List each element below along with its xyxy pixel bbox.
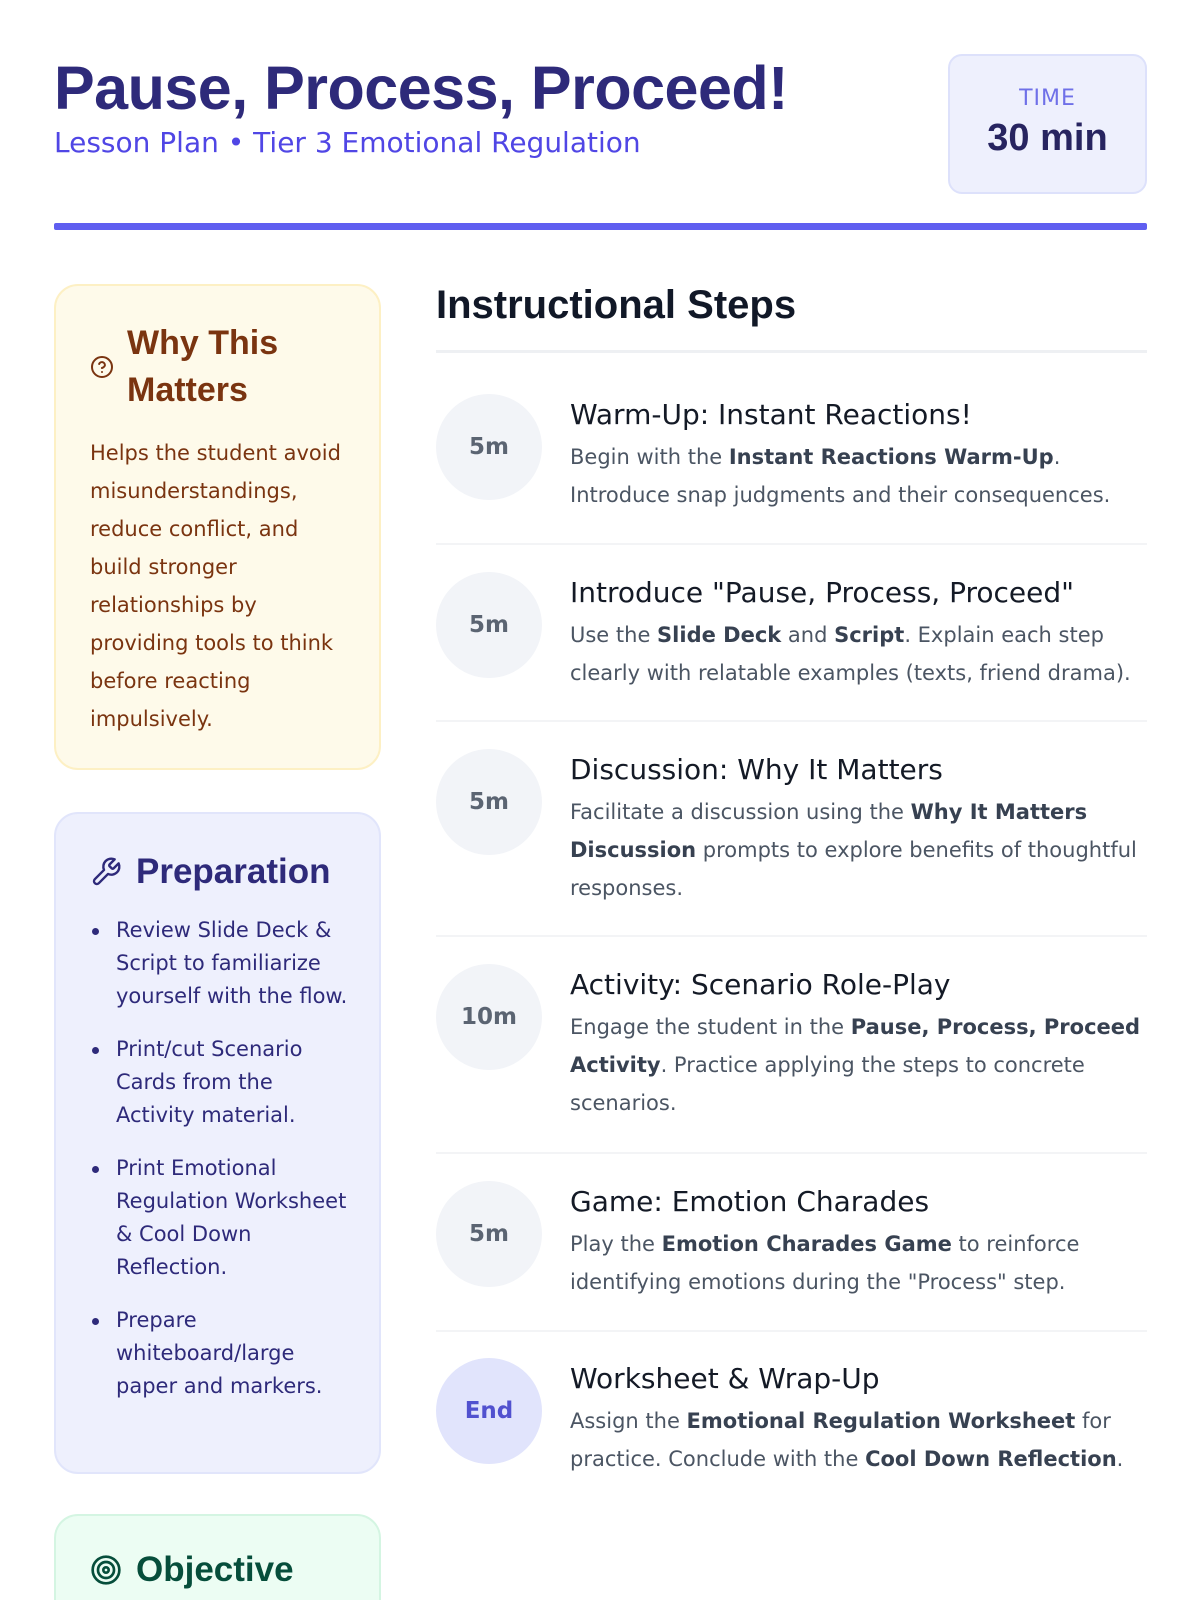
end-badge: End <box>436 1358 542 1464</box>
why-card-text: Helps the student avoid misunderstandings, reduce conflict, and build stronger relationships by providing tools to think before reacting impulsively. <box>90 441 341 731</box>
step-title: Game: Emotion Charades <box>570 1185 930 1218</box>
step-title: Introduce "Pause, Process, Proceed" <box>570 576 1075 609</box>
time-label: TIME <box>1019 86 1076 111</box>
step-description-text: and <box>781 623 835 647</box>
step-description <box>570 438 1150 514</box>
step-description-text: . <box>1116 1447 1124 1471</box>
step-title: Worksheet & Wrap-Up <box>570 1362 880 1395</box>
wrench-icon <box>90 856 122 888</box>
step-description-text: Facilitate a discussion using the <box>570 800 911 824</box>
step-description-emphasis: Emotion Charades Game <box>661 1232 952 1256</box>
instructional-steps-heading: Instructional Steps <box>436 283 797 327</box>
duration-badge: 5m <box>436 1181 542 1287</box>
step-divider <box>436 543 1147 545</box>
time-box <box>948 54 1147 194</box>
objective-card-header <box>90 1550 294 1590</box>
step-divider <box>436 1330 1147 1332</box>
page-subtitle: Lesson Plan • Tier 3 Emotional Regulation <box>54 126 641 159</box>
step-description <box>570 1402 1150 1478</box>
list-item: Review Slide Deck & Script to familiarize yourself with the flow. <box>90 914 350 1013</box>
step-description-text: Assign the <box>570 1409 687 1433</box>
step-description <box>570 1225 1150 1301</box>
objective-card <box>54 1514 381 1600</box>
step-description-text: Begin with the <box>570 445 729 469</box>
step-description-text: Engage the student in the <box>570 1015 851 1039</box>
step-description <box>570 1008 1150 1122</box>
step-description-emphasis: Pause, Process, Proceed Activity <box>570 1015 1141 1077</box>
why-card-title <box>127 320 307 414</box>
step-divider <box>436 1152 1147 1154</box>
step-description-text: . Explain each step clearly with relatable examples (texts, friend drama). <box>570 623 1131 685</box>
step-item <box>436 749 1147 939</box>
preparation-card-title: Preparation <box>136 852 331 891</box>
step-title: Discussion: Why It Matters <box>570 753 943 786</box>
step-description-text: to reinforce identifying emotions during the "Process" step. <box>570 1232 1080 1294</box>
step-description <box>570 793 1150 907</box>
duration-badge: 5m <box>436 749 542 855</box>
step-description-emphasis: Instant Reactions Warm-Up <box>728 445 1054 469</box>
duration-badge: 10m <box>436 964 542 1070</box>
step-item <box>436 394 1147 544</box>
why-card-header <box>90 320 307 414</box>
objective-card-title: Objective <box>136 1550 294 1589</box>
target-icon <box>90 1554 122 1586</box>
step-description-emphasis: Slide Deck <box>657 623 782 647</box>
why-card-title-text: Why This Matters <box>127 324 279 409</box>
step-item <box>436 572 1147 722</box>
duration-badge: 5m <box>436 572 542 678</box>
step-item <box>436 964 1147 1154</box>
lesson-header <box>54 48 1147 198</box>
header-divider <box>54 223 1147 230</box>
list-item: Prepare whiteboard/large paper and markers. <box>90 1304 350 1403</box>
step-title: Activity: Scenario Role-Play <box>570 968 951 1001</box>
list-item: Print Emotional Regulation Worksheet & Cool Down Reflection. <box>90 1152 350 1284</box>
preparation-list <box>90 914 350 1423</box>
steps-divider <box>436 350 1147 353</box>
step-divider <box>436 720 1147 722</box>
why-this-matters-card <box>54 284 381 770</box>
step-description-text: . Practice applying the steps to concrete scenarios. <box>570 1053 1085 1115</box>
step-item <box>436 1358 1147 1508</box>
step-description-emphasis: Cool Down Reflection <box>865 1447 1117 1471</box>
step-description-emphasis: Emotional Regulation Worksheet <box>686 1409 1076 1433</box>
step-description-text: for practice. Conclude with the <box>570 1409 1111 1471</box>
step-description-emphasis: Script <box>834 623 905 647</box>
duration-badge: 5m <box>436 394 542 500</box>
preparation-card-header <box>90 852 331 892</box>
list-item: Print/cut Scenario Cards from the Activity material. <box>90 1033 350 1132</box>
preparation-card <box>54 812 381 1474</box>
time-value: 30 min <box>987 117 1108 159</box>
question-circle-icon <box>90 355 114 379</box>
page-title: Pause, Process, Proceed! <box>54 54 788 122</box>
step-description <box>570 616 1150 692</box>
step-title: Warm-Up: Instant Reactions! <box>570 398 972 431</box>
step-item <box>436 1181 1147 1331</box>
step-description-text: Use the <box>570 623 658 647</box>
step-description-text: Play the <box>570 1232 662 1256</box>
step-description-text: . Introduce snap judgments and their consequences. <box>570 445 1111 507</box>
step-description-text: prompts to explore benefits of thoughtful responses. <box>570 838 1137 900</box>
step-description-emphasis: Why It Matters Discussion <box>570 800 1088 862</box>
step-divider <box>436 935 1147 937</box>
